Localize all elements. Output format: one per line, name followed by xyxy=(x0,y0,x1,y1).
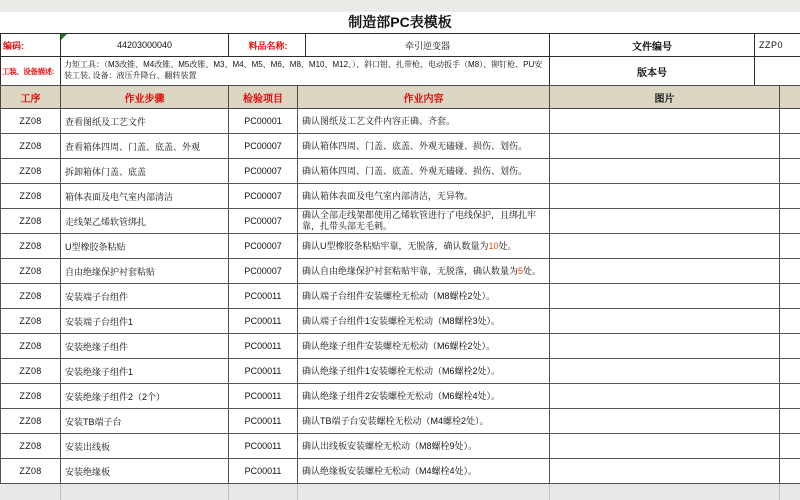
cell-text: ZZ08 xyxy=(19,241,42,251)
grid-line xyxy=(549,484,550,500)
cell-text: PC00007 xyxy=(244,166,282,176)
table-row xyxy=(1,109,800,134)
cell-text: PC00007 xyxy=(244,191,282,201)
content-cell[interactable] xyxy=(298,459,550,484)
cell-text: 确认绝缘子组件1安装螺栓无松动（M6螺栓2处）。 xyxy=(302,365,501,376)
inspection-code-cell[interactable] xyxy=(229,434,298,459)
inspection-code-cell[interactable] xyxy=(229,359,298,384)
version-value-cell[interactable] xyxy=(755,57,800,86)
step-cell[interactable] xyxy=(61,459,229,484)
cell-text: 安装端子台组件1 xyxy=(65,316,134,327)
cell-text: 安装绝缘子组件 xyxy=(65,341,129,352)
process-cell[interactable] xyxy=(1,459,61,484)
process-cell[interactable] xyxy=(1,334,61,359)
cell-text: 确认端子台组件安装螺栓无松动（M8螺栓2处）。 xyxy=(302,290,496,301)
step-cell[interactable] xyxy=(61,259,229,284)
cell-flag-icon xyxy=(61,34,67,40)
cell-text: 安装TB端子台 xyxy=(65,416,122,427)
table-row xyxy=(1,459,800,484)
cell-text: ZZ08 xyxy=(19,266,42,276)
picture-cell[interactable] xyxy=(550,434,780,459)
inspection-code-cell[interactable] xyxy=(229,109,298,134)
cell-text: 查看图纸及工艺文件 xyxy=(65,116,147,127)
picture-cell[interactable] xyxy=(550,459,780,484)
header-step: 作业步骤 xyxy=(61,86,229,109)
content-cell[interactable] xyxy=(298,234,550,259)
picture-cell[interactable] xyxy=(550,284,780,309)
cell-text: 确认U型橡胶条粘贴牢靠，无脱落，确认数量为 xyxy=(302,240,489,251)
top-margin-band xyxy=(0,0,800,12)
cell-text: 安装绝缘子组件2（2个） xyxy=(65,391,166,402)
table-row xyxy=(1,334,800,359)
cell-text: PC00007 xyxy=(244,141,282,151)
content-cell[interactable] xyxy=(298,109,550,134)
inspection-code-cell[interactable] xyxy=(229,309,298,334)
process-cell[interactable] xyxy=(1,409,61,434)
cell-text: 安装绝缘板 xyxy=(65,466,111,477)
content-cell[interactable] xyxy=(298,334,550,359)
cell-text: 确认箱体表面及电气室内部清洁，无异物。 xyxy=(302,190,474,201)
process-cell[interactable] xyxy=(1,384,61,409)
step-cell[interactable] xyxy=(61,134,229,159)
content-cell[interactable] xyxy=(298,284,550,309)
stub-cell[interactable] xyxy=(780,309,800,334)
cell-text: 安装出线板 xyxy=(65,441,111,452)
content-cell[interactable] xyxy=(298,259,550,284)
cell-text: ZZ08 xyxy=(19,466,42,476)
process-cell[interactable] xyxy=(1,134,61,159)
cell-text: ZZ08 xyxy=(19,166,42,176)
content-cell[interactable] xyxy=(298,309,550,334)
stub-cell[interactable] xyxy=(780,334,800,359)
inspection-code-cell[interactable] xyxy=(229,209,298,234)
picture-cell[interactable] xyxy=(550,359,780,384)
cell-text: ZZ08 xyxy=(19,391,42,401)
cell-text: 确认端子台组件1安装螺栓无松动（M8螺栓3处）。 xyxy=(302,315,501,326)
cell-text: PC00007 xyxy=(244,266,282,276)
info-table xyxy=(0,33,800,86)
cell-text: 安装绝缘子组件1 xyxy=(65,366,134,377)
cell-text: 箱体表面及电气室内部清洁 xyxy=(65,191,174,202)
table-row xyxy=(1,434,800,459)
stub-cell[interactable] xyxy=(780,134,800,159)
cell-text: 拆卸箱体门盖、底盖 xyxy=(65,166,147,177)
step-cell[interactable] xyxy=(61,309,229,334)
table-row xyxy=(1,234,800,259)
header-content: 作业内容 xyxy=(298,86,550,109)
step-cell[interactable] xyxy=(61,184,229,209)
code-value-cell[interactable] xyxy=(61,34,229,57)
grid-line xyxy=(228,484,229,500)
cell-text: PC00011 xyxy=(244,441,282,451)
picture-cell[interactable] xyxy=(550,409,780,434)
inspection-code-cell[interactable] xyxy=(229,409,298,434)
stub-cell[interactable] xyxy=(780,284,800,309)
cell-text: 确认TB端子台安装螺栓无松动（M4螺栓2处）。 xyxy=(302,415,489,426)
picture-cell[interactable] xyxy=(550,184,780,209)
process-cell[interactable] xyxy=(1,434,61,459)
picture-cell[interactable] xyxy=(550,309,780,334)
picture-cell[interactable] xyxy=(550,134,780,159)
content-cell[interactable] xyxy=(298,134,550,159)
cell-text: ZZ08 xyxy=(19,116,42,126)
step-cell[interactable] xyxy=(61,209,229,234)
tooling-desc-label: 工装、设备描述: xyxy=(1,57,61,86)
step-cell[interactable] xyxy=(61,359,229,384)
tooling-desc-value[interactable]: 力矩工具：（M3改锥、M4改锥、M5改锥、M3、M4、M5、M6、M8、M10、M12、）、斜口钳、扎带枪、电动扳手（M8）、铆钉枪、PU安装工装, 设备：液压升降台、翻转装置 xyxy=(61,57,550,86)
work-table-body xyxy=(1,109,800,484)
cell-text: PC00001 xyxy=(244,116,282,126)
process-cell[interactable] xyxy=(1,359,61,384)
content-cell[interactable] xyxy=(298,184,550,209)
table-row xyxy=(1,134,800,159)
code-value: 44203000040 xyxy=(116,40,173,50)
content-cell[interactable] xyxy=(298,159,550,184)
version-label: 版本号 xyxy=(550,57,755,86)
cutoff-row-band xyxy=(0,483,800,500)
highlighted-count: 10 xyxy=(488,240,499,251)
process-cell[interactable] xyxy=(1,159,61,184)
picture-cell[interactable] xyxy=(550,234,780,259)
cell-text: PC00011 xyxy=(244,391,282,401)
content-cell[interactable] xyxy=(298,359,550,384)
inspection-code-cell[interactable] xyxy=(229,384,298,409)
cell-text: 确认图纸及工艺文件内容正确、齐套。 xyxy=(302,115,456,126)
content-cell[interactable] xyxy=(298,434,550,459)
process-cell[interactable] xyxy=(1,309,61,334)
cell-text: 确认自由绝缘保护衬套粘贴牢靠，无脱落，确认数量为 xyxy=(302,265,519,276)
header-picture: 图片 xyxy=(550,86,780,109)
stub-cell[interactable] xyxy=(780,459,800,484)
table-row xyxy=(1,409,800,434)
cell-text: PC00007 xyxy=(244,241,282,251)
cell-text: PC00007 xyxy=(244,216,282,226)
stub-cell[interactable] xyxy=(780,384,800,409)
process-cell[interactable] xyxy=(1,259,61,284)
inspection-code-cell[interactable] xyxy=(229,284,298,309)
table-row xyxy=(1,209,800,234)
step-cell[interactable] xyxy=(61,159,229,184)
stub-cell[interactable] xyxy=(780,359,800,384)
table-row xyxy=(1,159,800,184)
code-label: 编码: xyxy=(1,34,61,57)
cell-text: ZZ08 xyxy=(19,416,42,426)
cell-text: 处。 xyxy=(498,240,517,251)
stub-cell[interactable] xyxy=(780,409,800,434)
picture-cell[interactable] xyxy=(550,259,780,284)
stub-cell[interactable] xyxy=(780,209,800,234)
stub-cell[interactable] xyxy=(780,159,800,184)
table-row xyxy=(1,284,800,309)
cell-text: ZZ08 xyxy=(19,341,42,351)
stub-cell[interactable] xyxy=(780,259,800,284)
step-cell[interactable] xyxy=(61,234,229,259)
table-row xyxy=(1,259,800,284)
content-cell[interactable] xyxy=(298,409,550,434)
stub-cell[interactable] xyxy=(780,109,800,134)
step-cell[interactable] xyxy=(61,284,229,309)
picture-cell[interactable] xyxy=(550,159,780,184)
cell-text: ZZ08 xyxy=(19,366,42,376)
grid-line xyxy=(297,484,298,500)
product-name-value[interactable]: 牵引逆变器 xyxy=(306,34,550,57)
inspection-code-cell[interactable] xyxy=(229,334,298,359)
table-header-row xyxy=(1,86,800,109)
process-cell[interactable] xyxy=(1,209,61,234)
cell-text: ZZ08 xyxy=(19,191,42,201)
inspection-code-cell[interactable] xyxy=(229,234,298,259)
stub-cell[interactable] xyxy=(780,234,800,259)
cell-text: 确认箱体四周、门盖、底盖、外观无磕碰、损伤、划伤。 xyxy=(302,140,528,151)
header-process: 工序 xyxy=(1,86,61,109)
cell-text: 处。 xyxy=(523,265,542,276)
cell-text: 确认绝缘板安装螺栓无松动（M4螺栓4处）。 xyxy=(302,465,478,476)
cell-text: PC00011 xyxy=(244,466,282,476)
step-cell[interactable] xyxy=(61,434,229,459)
header-inspection-item: 检验项目 xyxy=(229,86,298,109)
cell-text: 确认出线板安装螺栓无松动（M8螺栓9处）。 xyxy=(302,440,478,451)
table-row xyxy=(1,384,800,409)
doc-number-label: 文件编号 xyxy=(550,34,755,57)
cell-text: 走线架乙烯软管绑扎 xyxy=(65,216,147,227)
cell-text: 查看箱体四周、门盖、底盖、外观 xyxy=(65,141,201,152)
doc-number-value[interactable]: ZZP0 xyxy=(755,34,800,57)
cell-text: ZZ08 xyxy=(19,291,42,301)
cell-text: 安装端子台组件 xyxy=(65,291,129,302)
page-title: 制造部PC表模板 xyxy=(348,14,452,30)
grid-line xyxy=(779,484,780,500)
table-row xyxy=(1,184,800,209)
table-row xyxy=(1,309,800,334)
cell-text: 确认全部走线架都使用乙烯软管进行了电线保护，且绑扎牢靠，扎带头部无毛刺。 xyxy=(302,210,537,231)
inspection-code-cell[interactable] xyxy=(229,184,298,209)
inspection-code-cell[interactable] xyxy=(229,459,298,484)
cell-text: ZZ08 xyxy=(19,216,42,226)
cell-text: U型橡胶条粘贴 xyxy=(65,241,126,252)
stub-cell[interactable] xyxy=(780,184,800,209)
inspection-code-cell[interactable] xyxy=(229,259,298,284)
cell-text: PC00011 xyxy=(244,366,282,376)
work-table xyxy=(0,85,800,484)
header-stub xyxy=(780,86,800,109)
step-cell[interactable] xyxy=(61,334,229,359)
picture-cell[interactable] xyxy=(550,334,780,359)
cell-text: PC00011 xyxy=(244,316,282,326)
cell-text: ZZ08 xyxy=(19,141,42,151)
content-cell[interactable] xyxy=(298,384,550,409)
highlighted-count: 5 xyxy=(518,265,524,276)
content-cell[interactable] xyxy=(298,209,550,234)
cell-text: 确认绝缘子组件安装螺栓无松动（M6螺栓2处）。 xyxy=(302,340,496,351)
inspection-code-cell[interactable] xyxy=(229,134,298,159)
process-cell[interactable] xyxy=(1,284,61,309)
step-cell[interactable] xyxy=(61,109,229,134)
grid-line xyxy=(60,484,61,500)
inspection-code-cell[interactable] xyxy=(229,159,298,184)
cell-text: PC00011 xyxy=(244,291,282,301)
cell-text: ZZ08 xyxy=(19,441,42,451)
picture-cell[interactable] xyxy=(550,209,780,234)
cell-text: 确认绝缘子组件2安装螺栓无松动（M6螺栓4处）。 xyxy=(302,390,501,401)
process-cell[interactable] xyxy=(1,109,61,134)
stub-cell[interactable] xyxy=(780,434,800,459)
step-cell[interactable] xyxy=(61,409,229,434)
table-row xyxy=(1,359,800,384)
cell-text: PC00011 xyxy=(244,341,282,351)
picture-cell[interactable] xyxy=(550,384,780,409)
step-cell[interactable] xyxy=(61,384,229,409)
process-cell[interactable] xyxy=(1,184,61,209)
cell-text: 确认箱体四周、门盖、底盖、外观无磕碰、损伤、划伤。 xyxy=(302,165,528,176)
process-cell[interactable] xyxy=(1,234,61,259)
cell-text: ZZ08 xyxy=(19,316,42,326)
cell-text: 自由绝缘保护衬套粘贴 xyxy=(65,266,156,277)
picture-cell[interactable] xyxy=(550,109,780,134)
cell-text: PC00011 xyxy=(244,416,282,426)
product-name-label: 料品名称: xyxy=(229,34,306,57)
